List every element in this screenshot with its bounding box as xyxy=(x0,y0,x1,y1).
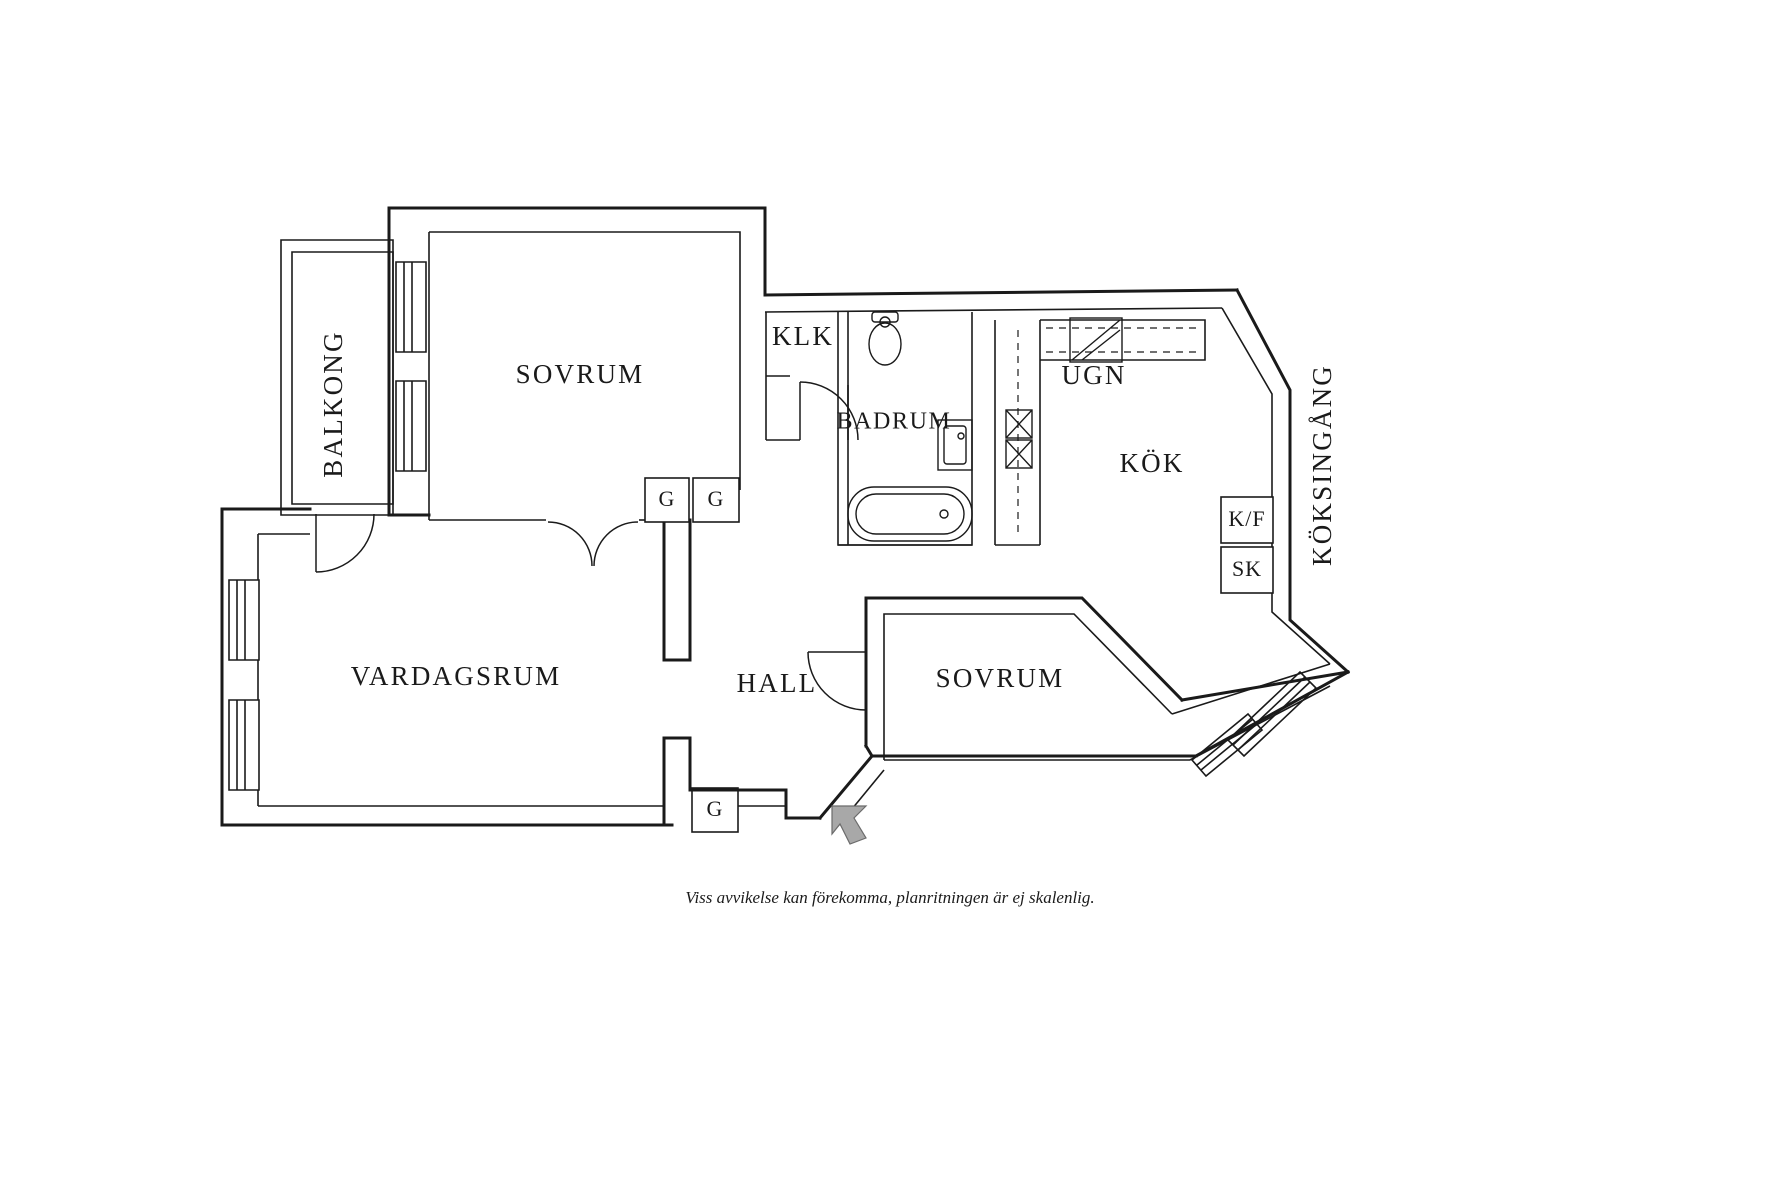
window-living-upper xyxy=(229,580,259,660)
hall-bedroom-2-walls xyxy=(690,598,1348,826)
window-bedroom-1-lower xyxy=(396,381,426,471)
closet-label-kf: K/F xyxy=(1228,506,1266,532)
room-label-hall: HALL xyxy=(736,668,818,699)
room-label-badrum: BADRUM xyxy=(836,408,952,435)
stove-icon xyxy=(1070,318,1122,362)
toilet-icon xyxy=(869,312,901,365)
entrance-arrow-icon xyxy=(832,806,866,844)
room-label-kok: KÖK xyxy=(1119,448,1185,479)
closet-label-g2: G xyxy=(707,486,725,512)
door-balcony xyxy=(316,514,374,572)
kitchen-sink-icon xyxy=(1006,410,1032,468)
room-label-ugn: UGN xyxy=(1061,360,1127,391)
closet-label-sk: SK xyxy=(1231,556,1263,582)
room-label-vardagsrum: VARDAGSRUM xyxy=(350,661,562,692)
room-label-koksingang: KÖKSINGÅNG xyxy=(1307,364,1338,566)
closet-label-g1: G xyxy=(658,486,676,512)
window-bedroom-1-upper xyxy=(396,262,426,352)
footnote-text: Viss avvikelse kan förekomma, planritningen är ej skalenlig. xyxy=(685,888,1095,907)
room-label-balkong: BALKONG xyxy=(318,330,349,478)
bathtub-icon xyxy=(848,487,972,541)
room-label-sovrum-2: SOVRUM xyxy=(935,663,1065,694)
window-bedroom-2-lower xyxy=(1192,714,1262,776)
window-living-lower xyxy=(229,700,259,790)
door-bedroom-1 xyxy=(548,522,638,566)
room-label-sovrum-1: SOVRUM xyxy=(515,359,645,390)
closet-label-g3: G xyxy=(706,796,724,822)
room-label-klk: KLK xyxy=(771,321,835,352)
